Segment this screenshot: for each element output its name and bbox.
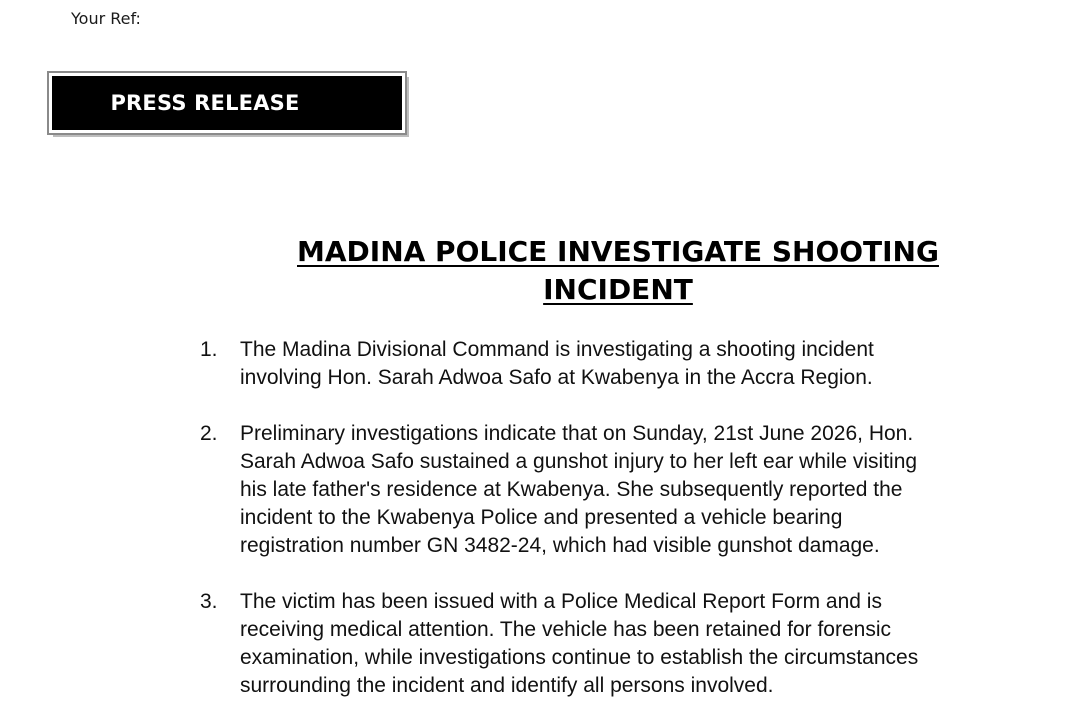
headline-line-1: MADINA POLICE INVESTIGATE SHOOTING (297, 235, 939, 268)
paragraph-number: 2. (200, 422, 218, 445)
paragraph-line: receiving medical attention. The vehicle has been retained for forensic (240, 618, 891, 641)
press-release-headline (258, 233, 978, 309)
paragraph-text (240, 588, 1010, 700)
paragraph-line: involving Hon. Sarah Adwoa Safo at Kwabenya in the Accra Region. (240, 366, 873, 389)
numbered-paragraphs (200, 336, 1010, 700)
paragraph-line: Preliminary investigations indicate that on Sunday, 21st June 2026, Hon. (240, 422, 914, 445)
paragraph-number: 3. (200, 590, 218, 613)
press-release-label: PRESS RELEASE (110, 91, 300, 115)
paragraph-text (240, 336, 1010, 392)
paragraph-line: Sarah Adwoa Safo sustained a gunshot injury to her left ear while visiting (240, 450, 918, 473)
paragraph-line: The Madina Divisional Command is investigating a shooting incident (240, 338, 874, 361)
your-ref-label: Your Ref: (71, 9, 141, 28)
paragraph-line: examination, while investigations continue to establish the circumstances (240, 646, 919, 669)
paragraph-line: registration number GN 3482-24, which had visible gunshot damage. (240, 534, 880, 557)
paragraph-number: 1. (200, 338, 218, 361)
press-release-banner (49, 73, 405, 133)
paragraph-2 (200, 420, 1010, 560)
headline-line-2: INCIDENT (543, 273, 693, 306)
paragraph-text (240, 420, 1010, 560)
paragraph-3 (200, 588, 1010, 700)
paragraph-1 (200, 336, 1010, 392)
paragraph-line: incident to the Kwabenya Police and presented a vehicle bearing (240, 506, 843, 529)
paragraph-line: surrounding the incident and identify all persons involved. (240, 674, 774, 697)
paragraph-line: The victim has been issued with a Police Medical Report Form and is (240, 590, 882, 613)
paragraph-line: his late father's residence at Kwabenya. She subsequently reported the (240, 478, 903, 501)
